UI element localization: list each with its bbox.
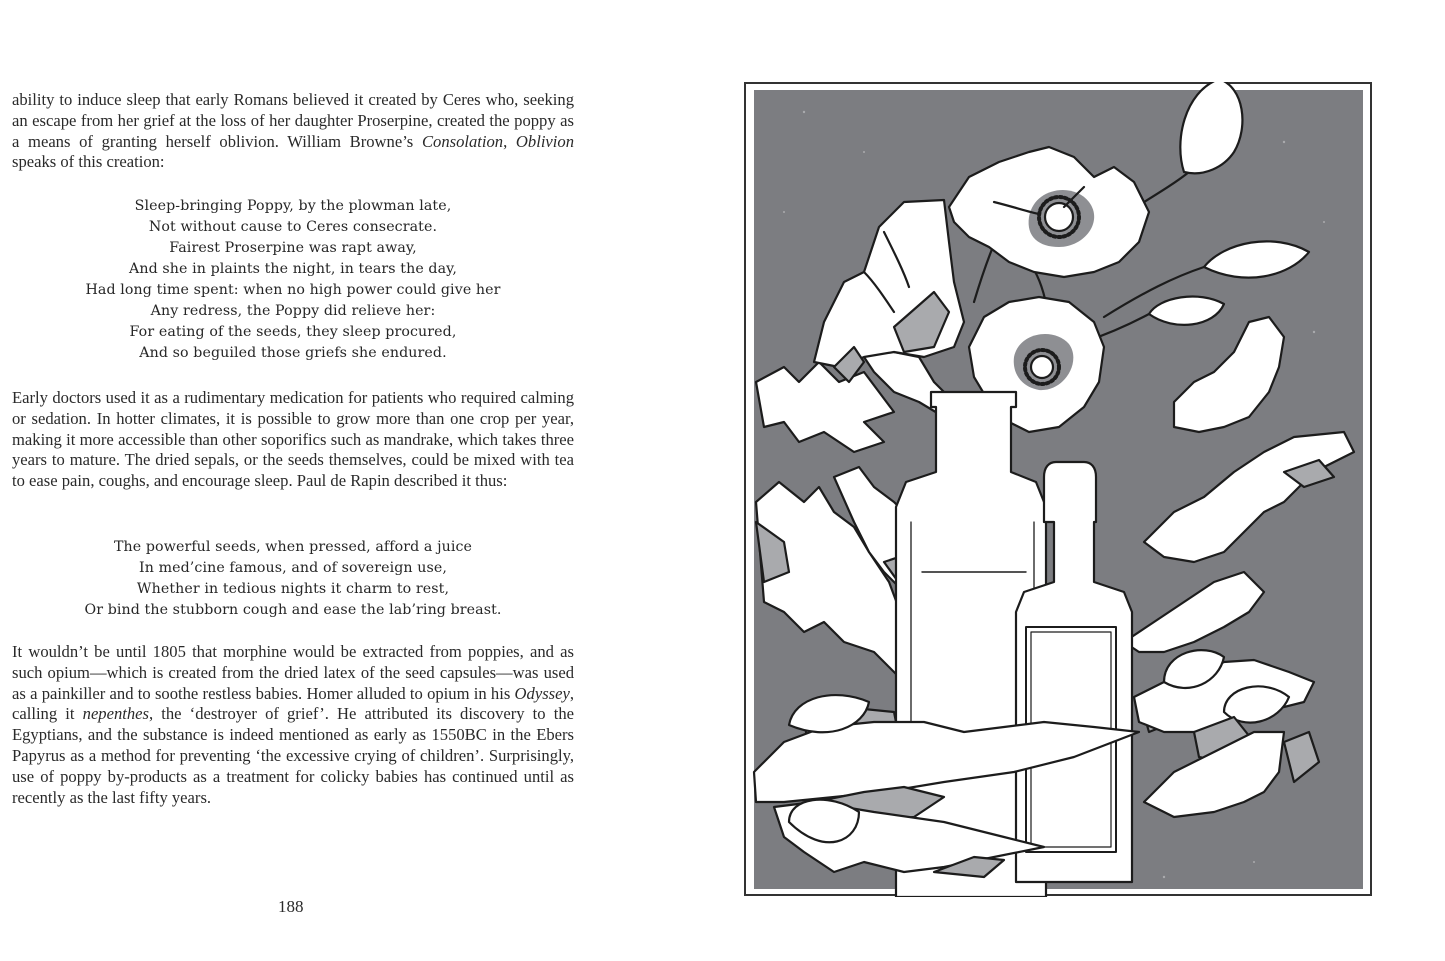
verse-line: Not without cause to Ceres consecrate. bbox=[148, 219, 438, 235]
poppy-bottle-illustration bbox=[744, 82, 1374, 897]
verse-browne bbox=[12, 196, 574, 364]
paragraph-text: ability to induce sleep that early Romans believed it created by Ceres who, seeking an escape from her grief at the loss of her daughter Proserpine, created the poppy as a means of granting herself oblivion. William Browne’s bbox=[12, 90, 574, 151]
verse-line: Sleep-bringing Poppy, by the plowman late, bbox=[134, 198, 452, 214]
verse-line: Whether in tedious nights it charm to rest, bbox=[136, 581, 450, 597]
paragraph-text: , the ‘destroyer of grief’. He attributed its discovery to the Egyptians, and the substance is indeed mentioned as early as 1550BC in the Ebers Papyrus as a method for preventing ‘the excessive crying of children’. Surprisingly, use of poppy by-products as a treatment for colicky babies has continued until as recently as the last fifty years. bbox=[12, 704, 574, 807]
verse-line: Or bind the stubborn cough and ease the lab’ring breast. bbox=[84, 602, 502, 618]
italic-title: Odyssey bbox=[514, 683, 570, 703]
italic-title: nepenthes bbox=[82, 704, 149, 724]
verse-line: And she in plaints the night, in tears the day, bbox=[128, 261, 458, 277]
paragraph-text: Early doctors used it as a rudimentary medication for patients who required calming or sedation. In hotter climates, it is possible to grow more than one crop per year, making it more accessible than other soporifics such as mandrake, which takes three years to mature. The dried sepals, or the seeds themselves, could be mixed with tea to ease pain, coughs, and encourage sleep. Paul de Rapin described it thus: bbox=[12, 388, 574, 491]
paragraph-text: speaks of this creation: bbox=[12, 152, 165, 172]
verse-line: The powerful seeds, when pressed, afford a juice bbox=[113, 539, 473, 555]
paragraph-text: , bbox=[503, 131, 516, 151]
left-page bbox=[0, 0, 590, 961]
paragraph-early-doctors bbox=[12, 388, 574, 492]
verse-line: In med’cine famous, and of sovereign use, bbox=[139, 560, 447, 576]
paragraph-text: It wouldn’t be until 1805 that morphine would be extracted from poppies, and as such opium—which is created from the dried latex of the seed capsules—was used as a painkiller and to soothe restless babies. Homer alluded to opium in his bbox=[12, 642, 574, 703]
paragraph-text: , calling it bbox=[12, 683, 574, 724]
page-number: 188 bbox=[278, 897, 304, 916]
verse-line: Any redress, the Poppy did relieve her: bbox=[150, 303, 436, 319]
verse-rapin bbox=[12, 537, 574, 621]
paragraph-morphine bbox=[12, 642, 574, 808]
paragraph-ceres bbox=[12, 90, 574, 173]
verse-line: And so beguiled those griefs she endured. bbox=[139, 345, 447, 361]
italic-title: Consolation bbox=[421, 131, 504, 151]
verse-line: Fairest Proserpine was rapt away, bbox=[169, 240, 417, 256]
italic-title: Oblivion bbox=[515, 131, 574, 151]
verse-line: For eating of the seeds, they sleep procured, bbox=[129, 324, 457, 340]
verse-line: Had long time spent: when no high power could give her bbox=[85, 282, 501, 298]
